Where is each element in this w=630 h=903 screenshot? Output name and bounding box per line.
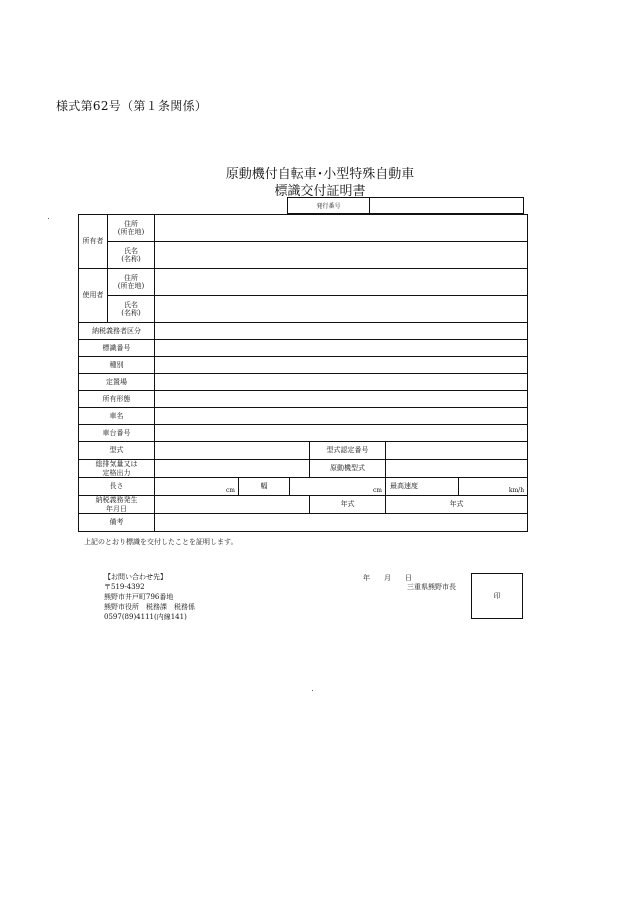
certificate-table [78, 214, 528, 532]
engine-model-field[interactable] [386, 460, 528, 478]
max-speed-label: 最高速度 [386, 478, 459, 496]
tax-category-label: 納税義務者区分 [79, 323, 155, 340]
user-name-label: 氏名 (名称) [108, 296, 155, 323]
vehicle-name-field[interactable] [155, 408, 528, 425]
chassis-number-field[interactable] [155, 425, 528, 442]
user-address-field[interactable] [155, 269, 528, 296]
plate-number-field[interactable] [155, 340, 528, 357]
date-day: 日 [405, 574, 412, 582]
issue-number-label: 発行番号 [288, 198, 370, 213]
length-unit: cm [155, 478, 239, 496]
document-title-line1: 原動機付自転車･小型特殊自動車 [225, 167, 415, 182]
owner-address-label: 住所 (所在地) [108, 215, 155, 242]
seal-box [471, 573, 523, 619]
type-field[interactable] [155, 357, 528, 374]
engine-model-label: 原動機型式 [310, 460, 386, 478]
displacement-field[interactable] [155, 460, 310, 478]
model-field[interactable] [155, 442, 310, 460]
date-line [363, 573, 412, 583]
width-label: 幅 [239, 478, 290, 496]
model-cert-field[interactable] [386, 442, 528, 460]
form-reference: 様式第62号（第１条関係） [56, 99, 208, 113]
model-label: 型式 [79, 442, 155, 460]
max-speed-unit: km/h [459, 478, 528, 496]
issue-number-field[interactable] [370, 198, 523, 213]
user-name-field[interactable] [155, 296, 528, 323]
issue-number-box [287, 197, 524, 214]
date-year: 年 [363, 574, 370, 582]
contact-address: 熊野市井戸町796番地 [104, 592, 174, 601]
vehicle-name-label: 車名 [79, 408, 155, 425]
displacement-label: 総排気量又は 定格出力 [79, 460, 155, 478]
length-label: 長さ [79, 478, 155, 496]
certification-statement: 上記のとおり標識を交付したことを証明します。 [84, 538, 238, 546]
contact-block [104, 573, 195, 623]
remarks-field[interactable] [155, 514, 528, 532]
storage-place-label: 定置場 [79, 374, 155, 391]
type-label: 種別 [79, 357, 155, 374]
user-address-label: 住所 (所在地) [108, 269, 155, 296]
document-title-line2: 標識交付証明書 [274, 184, 366, 199]
plate-number-label: 標識番号 [79, 340, 155, 357]
ownership-label: 所有形態 [79, 391, 155, 408]
year-style-a-label: 年式 [310, 496, 386, 514]
owner-name-field[interactable] [155, 242, 528, 269]
tax-category-field[interactable] [155, 323, 528, 340]
chassis-number-label: 車台番号 [79, 425, 155, 442]
scan-speck [48, 218, 49, 219]
year-style-b-label: 年式 [386, 496, 528, 514]
remarks-label: 備考 [79, 514, 155, 532]
seal-label: 印 [493, 592, 501, 600]
scan-speck [312, 690, 313, 691]
owner-label: 所有者 [79, 215, 108, 269]
issuer-mayor: 三重県熊野市長 [407, 583, 456, 591]
ownership-field[interactable] [155, 391, 528, 408]
contact-phone: 0597(89)4111(内線141) [104, 612, 187, 621]
model-cert-label: 型式認定番号 [310, 442, 386, 460]
contact-heading: 【お問い合わせ先】 [104, 573, 167, 581]
contact-office: 熊野市役所 税務課 税務係 [104, 602, 195, 611]
tax-date-label: 納税義務発生 年月日 [79, 496, 155, 514]
storage-place-field[interactable] [155, 374, 528, 391]
tax-date-field[interactable] [155, 496, 310, 514]
width-unit: cm [290, 478, 386, 496]
owner-address-field[interactable] [155, 215, 528, 242]
date-month: 月 [384, 574, 391, 582]
owner-name-label: 氏名 (名称) [108, 242, 155, 269]
contact-postal: 〒519-4392 [104, 582, 145, 591]
user-label: 使用者 [79, 269, 108, 323]
